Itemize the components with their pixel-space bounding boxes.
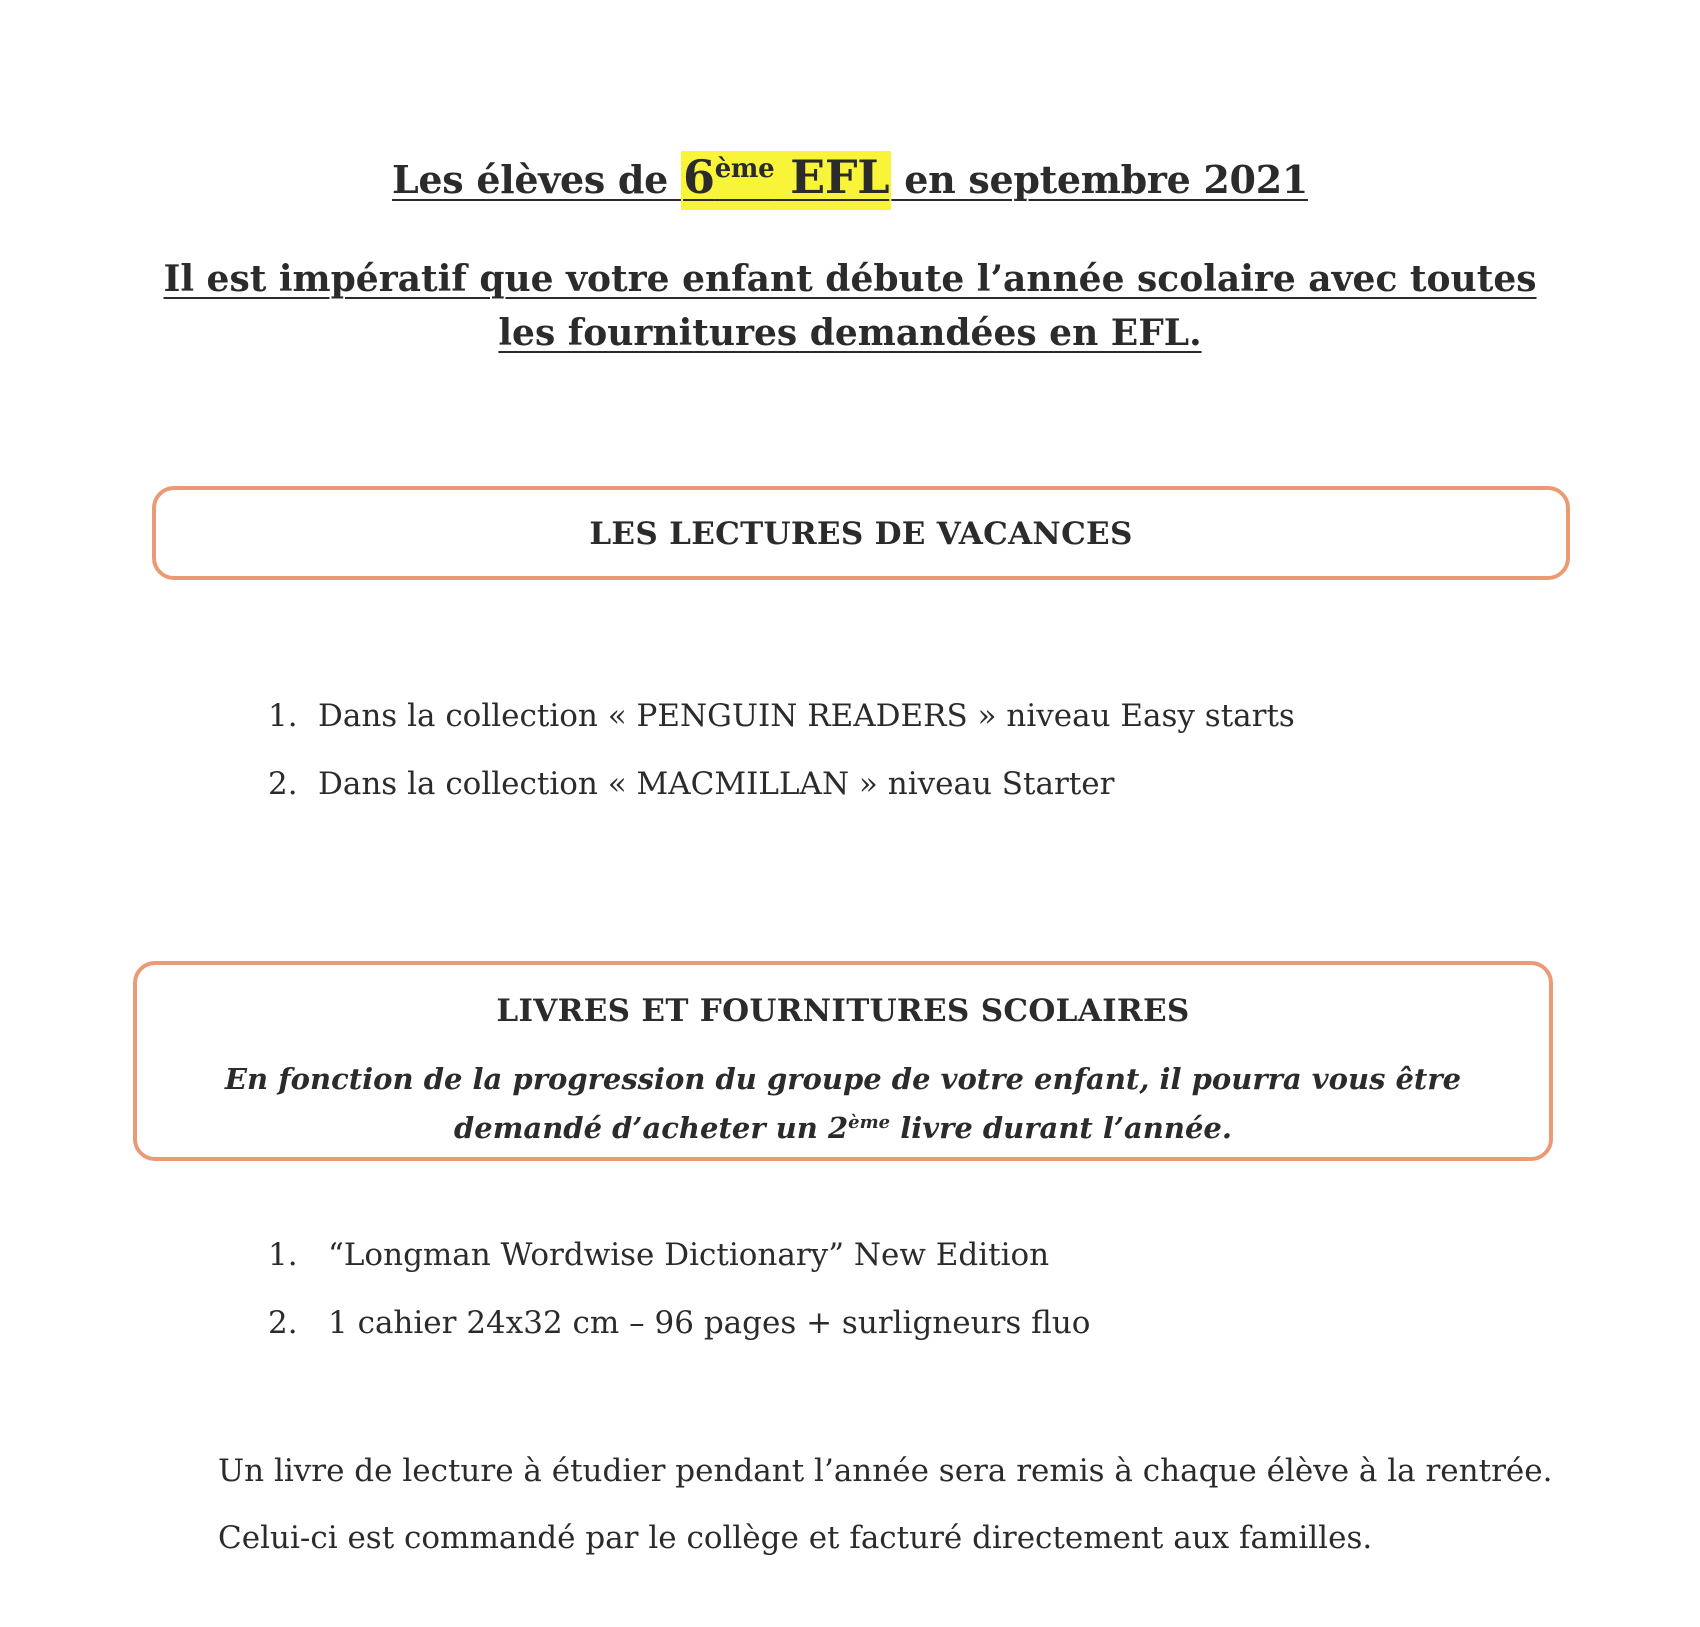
supplies-list	[268, 1237, 1090, 1373]
warning-text: Il est impératif que votre enfant débute l’année scolaire avec toutes les fournitures demandées en EFL.	[163, 258, 1537, 354]
title-grade-highlight	[681, 151, 891, 210]
title-prefix: Les élèves de	[392, 157, 681, 202]
page-title	[0, 150, 1700, 204]
list-item-text: Dans la collection « MACMILLAN » niveau Starter	[318, 766, 1115, 802]
list-item-number: 1.	[268, 698, 298, 734]
section-note	[177, 1057, 1509, 1150]
note-text-before: En fonction de la progression du groupe de votre enfant, il pourra vous être demandé d’acheter un 2	[224, 1062, 1462, 1145]
list-item	[268, 766, 1295, 834]
title-grade-label: EFL	[774, 150, 890, 204]
list-item-number: 2.	[268, 766, 298, 802]
note-superscript: ème	[848, 1112, 891, 1133]
section-box-vacation-reading	[152, 486, 1570, 580]
note-text-after: livre durant l’année.	[890, 1111, 1232, 1145]
section-box-books-supplies	[133, 961, 1553, 1161]
list-item-text: Dans la collection « PENGUIN READERS » niveau Easy starts	[318, 698, 1295, 734]
list-item-text: 1 cahier 24x32 cm – 96 pages + surligneurs fluo	[328, 1305, 1091, 1341]
list-item-text: “Longman Wordwise Dictionary” New Edition	[328, 1237, 1050, 1273]
list-item-number: 2.	[268, 1305, 298, 1341]
list-item	[268, 1305, 1090, 1373]
list-item	[268, 1237, 1090, 1305]
title-grade-number: 6	[682, 150, 715, 204]
footer-line-2: Celui-ci est commandé par le collège et facturé directement aux familles.	[218, 1520, 1373, 1556]
section-title-books-supplies: LIVRES ET FOURNITURES SCOLAIRES	[496, 993, 1190, 1029]
list-item	[268, 698, 1295, 766]
footer-line-1: Un livre de lecture à étudier pendant l’année sera remis à chaque élève à la rentrée.	[218, 1453, 1553, 1489]
title-suffix: en septembre 2021	[891, 157, 1308, 202]
list-item-number: 1.	[268, 1237, 298, 1273]
section-title-vacation-reading: LES LECTURES DE VACANCES	[589, 516, 1133, 552]
vacation-reading-list	[268, 698, 1295, 834]
title-grade-suffix: ème	[714, 154, 775, 184]
